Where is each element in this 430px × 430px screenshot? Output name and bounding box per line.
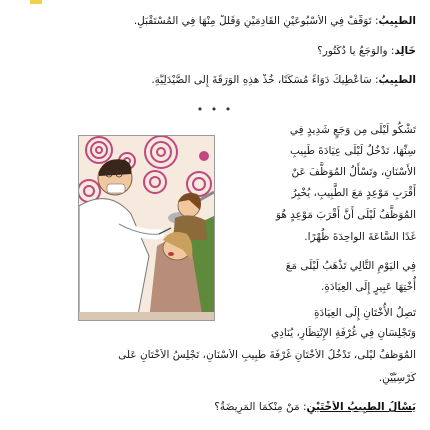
speaker-khalid: خَالِد — [394, 45, 416, 57]
story-line-full: المُوَظَّفُ لَيْلَى، تَدْخُلُ الأُخْتَانِ غُرْفَةَ طَبِيبِ الأَسْنَانِ، تَجْلِسُ الأُخْتَانِ عَلَى — [118, 349, 416, 361]
story-line: فِي اليَوْمِ التَّالِي تَذْهَبُ لَيْلَى مَعَ — [285, 260, 416, 272]
dialogue-text: والوَجَعُ يا دُكْتُور؟ — [317, 45, 388, 57]
dentist-illustration — [78, 135, 215, 321]
story-line: وَتَجْلِسَانِ فِي غُرْفَةِ الإِنْتِظَارِ، يُنَادِي — [270, 327, 416, 339]
story-line: أَقْرَبِ مَوْعِدٍ مَعَ الطَّبِيبِ، يُخْبِرُ — [291, 187, 416, 199]
story-line: تَشْكُو لَيْلَى مِن وَجَعٍ شَدِيدٍ فِي — [289, 124, 416, 136]
dialogue-text: تَوَقَّفْ فِي الأُسْبُوعَيْنِ القَادِمَيْنِ وَقَلِّلْ مِنْهَا فِي المُسْتَقْبَلِ. — [133, 15, 372, 27]
story-line: الأَسْنَانِ، وتَسْأَلُ المُوَظَّفَ عَنْ — [291, 166, 416, 178]
question-text: مَنْ مِنْكُمَا المَرِيضَةُ؟ — [214, 401, 300, 413]
dialogue-line-2: خَالِد: والوَجَعُ يا دُكْتُور؟ — [317, 45, 416, 57]
story-line: تَصِلُ الأُخْتَانِ إِلَى العِيَادَةِ — [313, 307, 416, 319]
dialogue-text: سَأُعْطِيكَ دَوَاءً مُسَكِّنًا، خُذْ هذِهِ الوَرَقَةَ إِلى الصَّيْدَلِيَّةِ. — [151, 74, 372, 86]
dialogue-line-1: الطَّبِيبُ: تَوَقَّفْ فِي الأُسْبُوعَيْنِ القَادِمَيْنِ وَقَلِّلْ مِنْهَا فِي المُسْتَقْبَلِ. — [133, 15, 416, 27]
dialogue-line-3: الطَّبِيبُ: سَأُعْطِيكَ دَوَاءً مُسَكِّنًا، خُذْ هذِهِ الوَرَقَةَ إِلى الصَّيْدَلِيَّةِ. — [151, 74, 416, 86]
story-line: المُوَظَّفُ لَيْلَى أَنَّ أَقْرَبَ مَوْعِدٍ هُوَ — [275, 209, 416, 221]
speaker-doctor: الطَّبِيبُ — [378, 74, 416, 86]
dentist-scene-image — [79, 136, 214, 320]
story-line: غَدًا السَّاعَةَ الواحِدَةَ ظُهْرًا. — [304, 231, 416, 243]
question-speaker: يَسْأَلُ الطَّبِيبُ الأُخْتَيْنِ — [306, 401, 416, 413]
page-corner-tab — [30, 0, 42, 4]
story-line: سِنِّهَا، تَدْخُلُ لَيْلَى عِيَادَةَ طَبِيبِ — [289, 145, 416, 157]
story-line: أُخْتِهَا عَبِيرٍ إِلَى العِيَادَةِ. — [321, 281, 416, 293]
story-line-full: كُرْسِيَّيْنِ. — [378, 372, 416, 384]
section-separator: • • • — [196, 103, 234, 116]
speaker-doctor: الطَّبِيبُ — [378, 15, 416, 27]
question-line: يَسْأَلُ الطَّبِيبُ الأُخْتَيْنِ: مَنْ مِنْكُمَا المَرِيضَةُ؟ — [214, 401, 416, 413]
